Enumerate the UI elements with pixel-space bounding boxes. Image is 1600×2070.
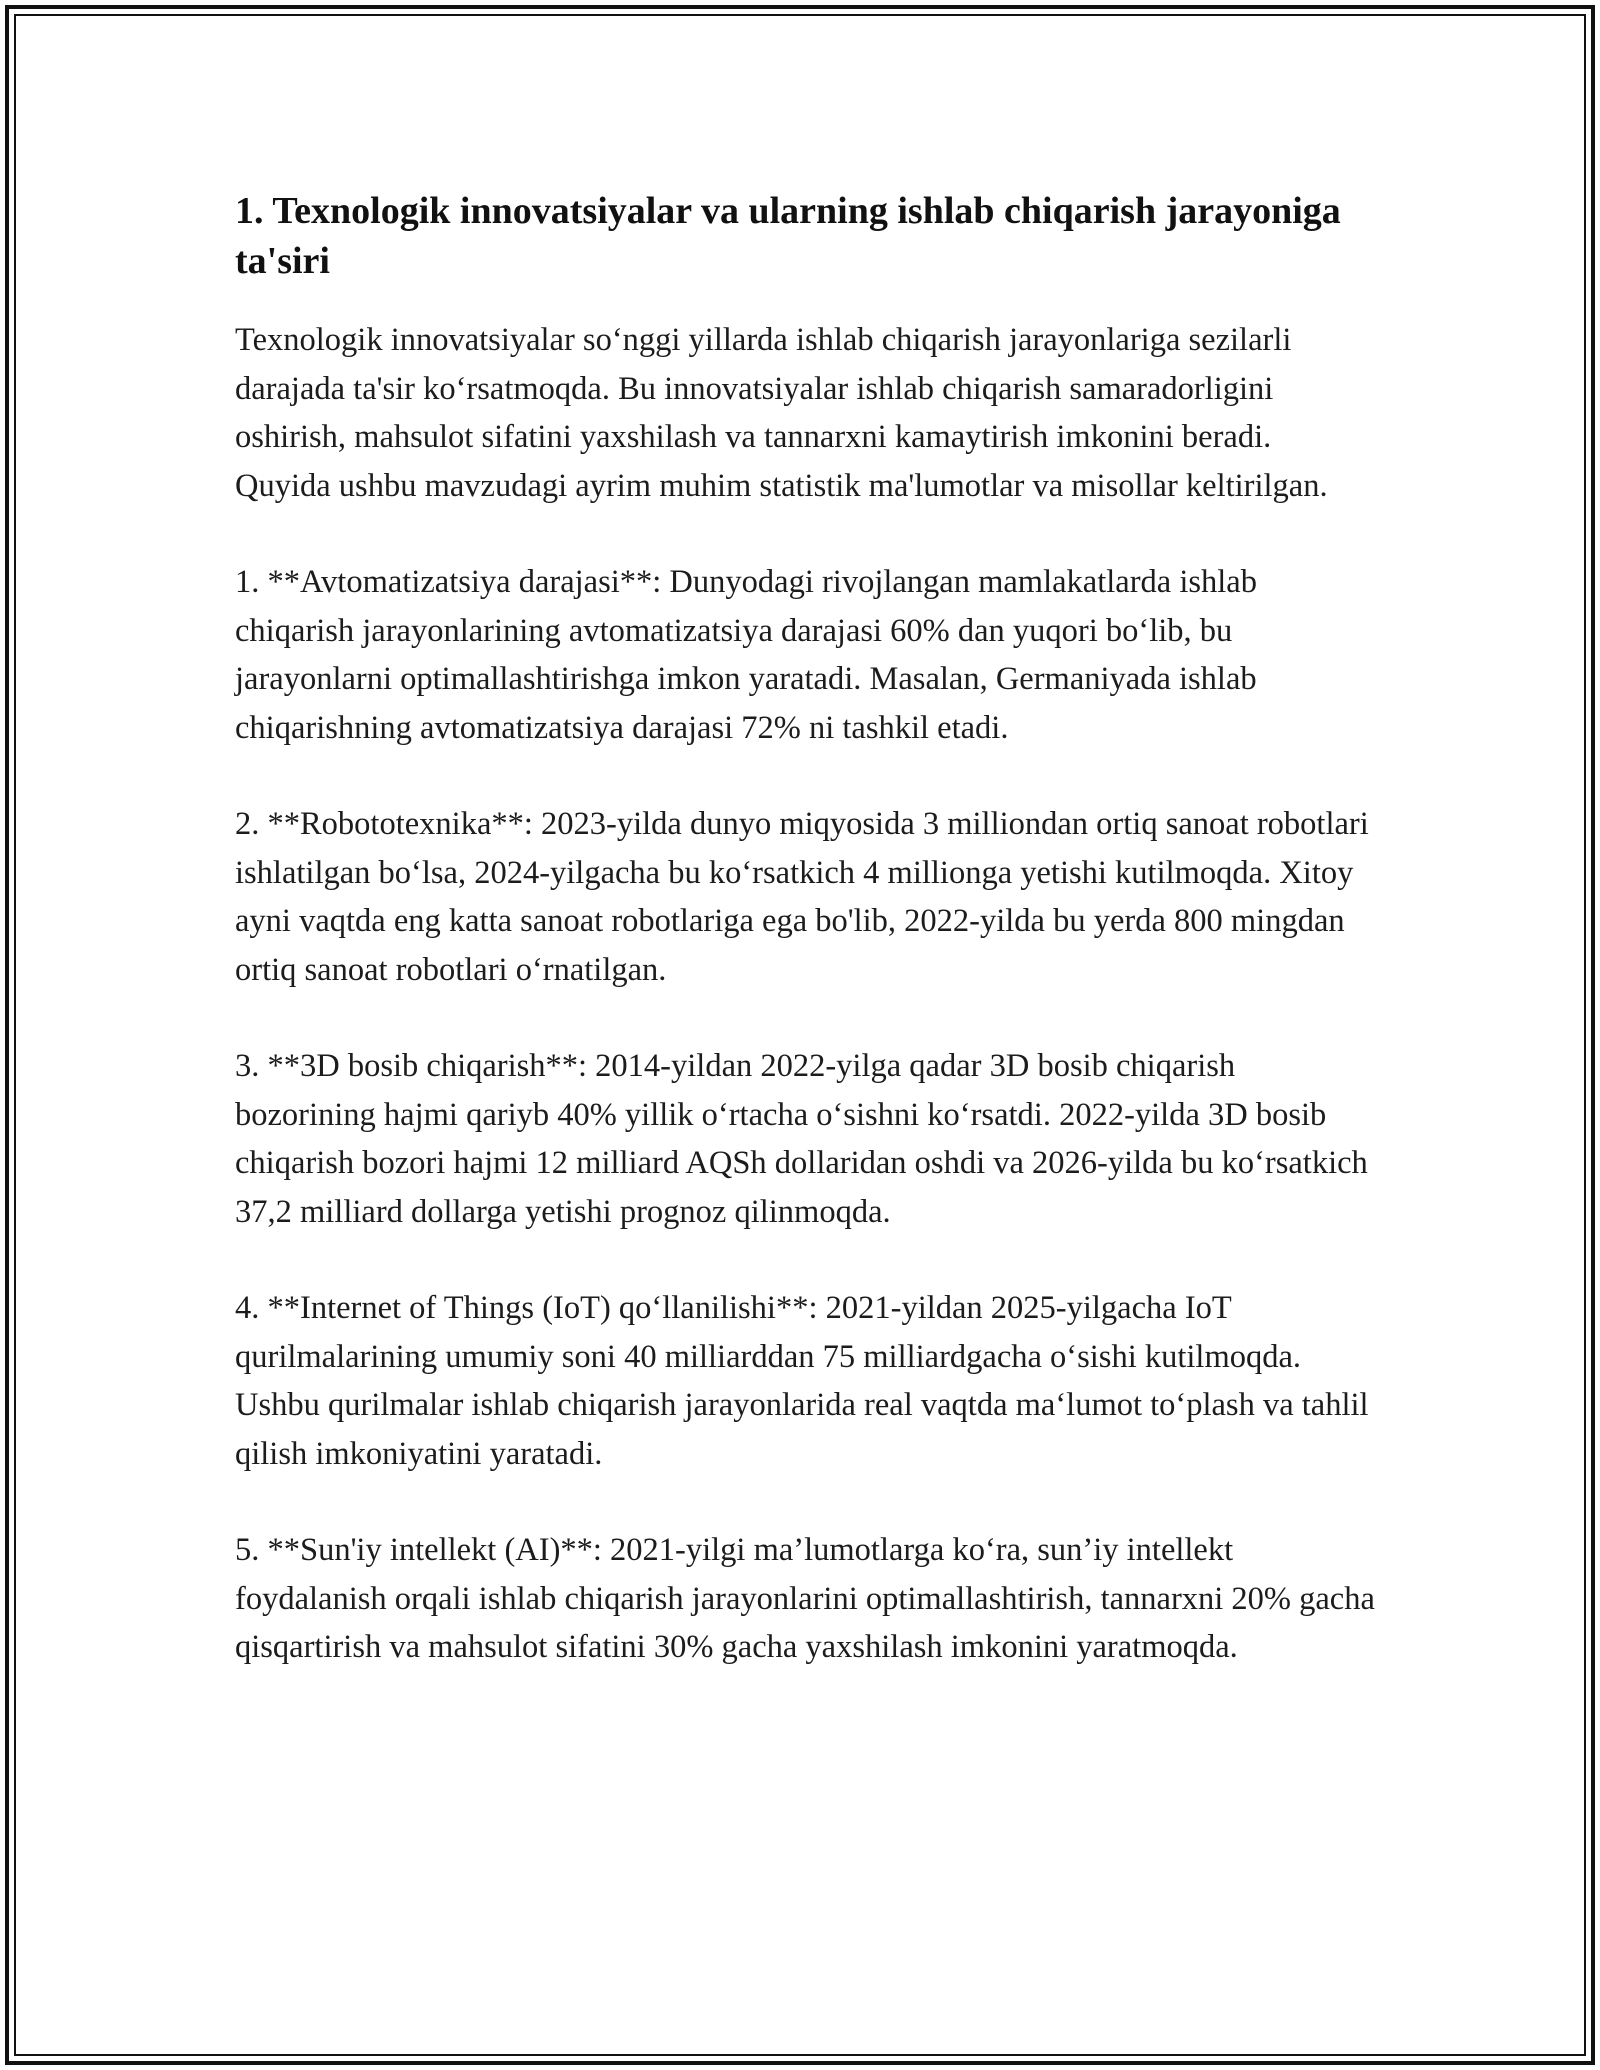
list-item-3d-printing: 3. **3D bosib chiqarish**: 2014-yildan 2022-yilga qadar 3D bosib chiqarish bozorining hajmi qariyb 40% yillik o‘rtacha o‘sishni ko‘rsatdi. 2022-yilda 3D bosib chiqarish bozori hajmi 12 milliard AQSh dollaridan oshdi va 2026-yilda bu ko‘rsatkich 37,2 milliard dollarga yetishi prognoz qilinmoqda. [235,1048,1368,1230]
list-item-robotics: 2. **Robototexnika**: 2023-yilda dunyo miqyosida 3 milliondan ortiq sanoat robotlari ishlatilgan bo‘lsa, 2024-yilgacha bu ko‘rsatkich 4 millionga yetishi kutilmoqda. Xitoy ayni vaqtda eng katta sanoat robotlariga ega bo'lib, 2022-yilda bu yerda 800 mingdan ortiq sanoat robotlari o‘rnatilgan. [235,806,1369,988]
paragraph-spacer [235,752,1375,800]
list-item-ai: 5. **Sun'iy intellekt (AI)**: 2021-yilgi ma’lumotlarga ko‘ra, sun’iy intellekt foydalanish orqali ishlab chiqarish jarayonlarini optimallashtirish, tannarxni 20% gacha qisqartirish va mahsulot sifatini 30% gacha yaxshilash imkonini yaratmoqda. [235,1532,1375,1665]
document-title: 1. Texnologik innovatsiyalar va ularning ishlab chiqarish jarayoniga ta'siri [235,190,1341,282]
document-body [235,186,1375,1672]
list-item-iot: 4. **Internet of Things (IoT) qo‘llanilishi**: 2021-yildan 2025-yilgacha IoT qurilmalarining umumiy soni 40 milliarddan 75 milliardgacha o‘sishi kutilmoqda. Ushbu qurilmalar ishlab chiqarish jarayonlarida real vaqtda ma‘lumot to‘plash va tahlil qilish imkoniyatini yaratadi. [235,1290,1369,1472]
list-item-automation: 1. **Avtomatizatsiya darajasi**: Dunyodagi rivojlangan mamlakatlarda ishlab chiqarish jarayonlarining avtomatizatsiya darajasi 60% dan yuqori bo‘lib, bu jarayonlarni optimallashtirishga imkon yaratadi. Masalan, Germaniyada ishlab chiqarishning avtomatizatsiya darajasi 72% ni tashkil etadi. [235,564,1257,746]
paragraph-spacer [235,1236,1375,1284]
intro-paragraph: Texnologik innovatsiyalar so‘nggi yillarda ishlab chiqarish jarayonlariga sezilarli darajada ta'sir ko‘rsatmoqda. Bu innovatsiyalar ishlab chiqarish samaradorligini oshirish, mahsulot sifatini yaxshilash va tannarxni kamaytirish imkonini beradi. Quyida ushbu mavzudagi ayrim muhim statistik ma'lumotlar va misollar keltirilgan. [235,322,1328,504]
paragraph-spacer [235,1478,1375,1526]
paragraph-spacer [235,510,1375,558]
paragraph-spacer [235,994,1375,1042]
